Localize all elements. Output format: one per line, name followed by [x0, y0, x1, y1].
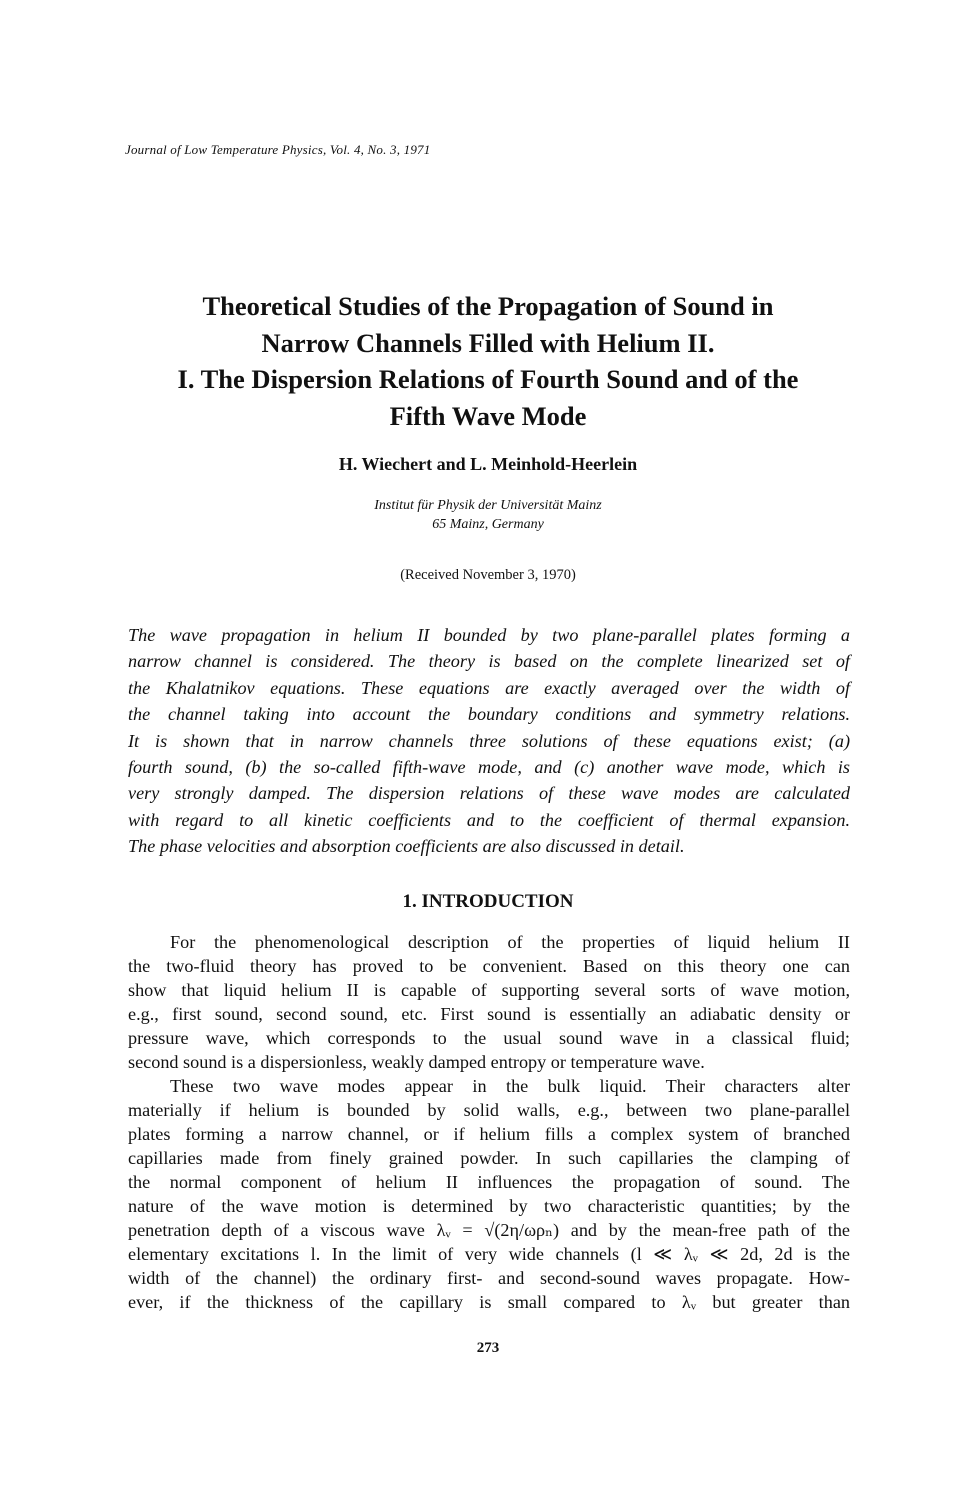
body-text: [128, 930, 850, 1314]
page-number: 273: [476, 1340, 500, 1356]
title-line: Narrow Channels Filled with Helium II.: [261, 327, 715, 358]
body-line: ever, if the thickness of the capillary is small compared to λᵥ but greater than: [128, 1292, 850, 1312]
body-line: pressure wave, which corresponds to the usual sound wave in a classical fluid;: [128, 1028, 850, 1048]
affiliation-line: Institut für Physik der Universität Mainz: [374, 498, 602, 513]
body-line: capillaries made from finely grained powder. In such capillaries the clamping of: [128, 1148, 850, 1168]
body-line: These two wave modes appear in the bulk liquid. Their characters alter: [170, 1076, 850, 1096]
abstract-line: the Khalatnikov equations. These equations are exactly averaged over the width of: [128, 677, 850, 698]
body-line: penetration depth of a viscous wave λᵥ = √(2η/ωρₙ) and by the mean-free path of the: [128, 1220, 850, 1240]
affiliation-line: 65 Mainz, Germany: [432, 517, 544, 532]
abstract-line: The phase velocities and absorption coefficients are also discussed in detail.: [128, 836, 685, 857]
body-line: the normal component of helium II influences the propagation of sound. The: [128, 1172, 850, 1192]
authors: H. Wiechert and L. Meinhold-Heerlein: [338, 454, 638, 474]
abstract-line: the channel taking into account the boundary conditions and symmetry relations.: [128, 704, 850, 725]
section-heading: 1. INTRODUCTION: [402, 891, 574, 912]
title-line: Fifth Wave Mode: [389, 400, 587, 431]
abstract-line: The wave propagation in helium II bounded by two plane-parallel plates forming a: [128, 625, 850, 645]
body-line: e.g., first sound, second sound, etc. First sound is essentially an adiabatic density or: [128, 1004, 850, 1024]
body-line: For the phenomenological description of the properties of liquid helium II: [170, 932, 850, 952]
abstract-line: narrow channel is considered. The theory is based on the complete linearized set of: [128, 651, 850, 672]
title-line: I. The Dispersion Relations of Fourth Sound and of the: [177, 364, 799, 394]
abstract-line: It is shown that in narrow channels three solutions of these equations exist; (a): [128, 730, 850, 751]
body-line: materially if helium is bounded by solid walls, e.g., between two plane-parallel: [128, 1100, 850, 1120]
affiliation: [120, 496, 856, 534]
body-line: plates forming a narrow channel, or if helium fills a complex system of branched: [128, 1124, 850, 1144]
journal-citation: Journal of Low Temperature Physics, Vol. 4, No. 3, 1971: [125, 142, 431, 157]
received-date: (Received November 3, 1970): [400, 567, 576, 583]
abstract-line: with regard to all kinetic coefficients and to the coefficient of thermal expansion.: [128, 809, 850, 830]
abstract-line: fourth sound, (b) the so-called fifth-wave mode, and (c) another wave mode, which is: [128, 756, 850, 777]
body-line: width of the channel) the ordinary first- and second-sound waves propagate. How-: [128, 1268, 850, 1288]
body-line: nature of the wave motion is determined by two characteristic quantities; by the: [128, 1196, 850, 1216]
paper-title: [120, 288, 856, 434]
abstract: [128, 622, 850, 860]
body-line: second sound is a dispersionless, weakly damped entropy or temperature wave.: [128, 1052, 705, 1072]
body-line: elementary excitations l. In the limit of very wide channels (l ≪ λᵥ ≪ 2d, 2d is the: [128, 1244, 850, 1264]
body-line: the two-fluid theory has proved to be convenient. Based on this theory one can: [128, 956, 850, 976]
title-line: Theoretical Studies of the Propagation of Sound in: [202, 291, 774, 321]
body-line: show that liquid helium II is capable of supporting several sorts of wave motion,: [128, 980, 850, 1000]
abstract-line: very strongly damped. The dispersion relations of these wave modes are calculated: [128, 783, 850, 804]
